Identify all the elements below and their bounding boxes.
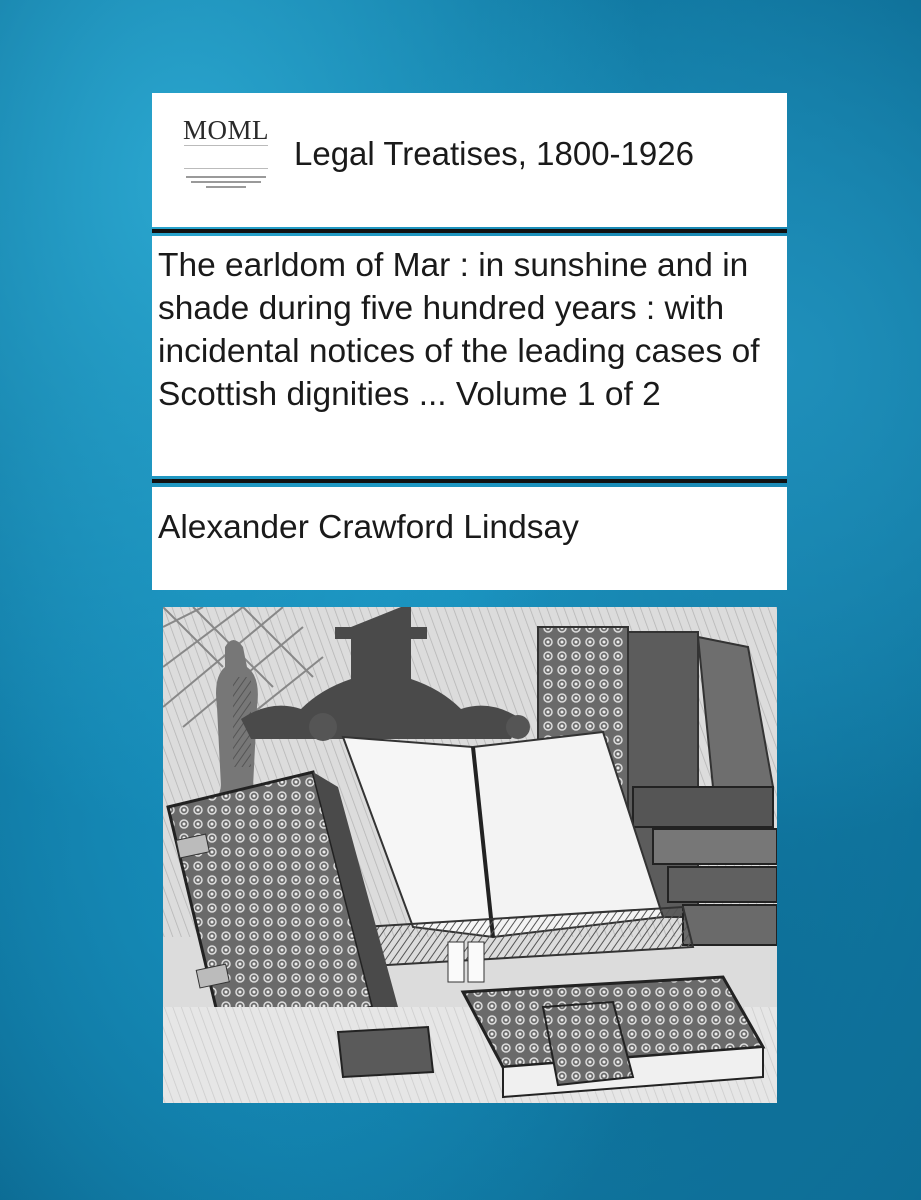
logo-watermark [184, 145, 268, 169]
logo-text: MOML [182, 115, 269, 145]
divider-rule [152, 479, 787, 483]
title-box [152, 236, 787, 476]
moml-logo [170, 115, 282, 205]
book-title: The earldom of Mar : in sunshine and in shade during five hundred years : with incidental notices of the leading cases of Scottish dignities ... Volume 1 of 2 [158, 247, 760, 413]
cover-illustration [163, 607, 777, 1103]
series-header [152, 93, 787, 227]
engraving-books-illustration [163, 607, 777, 1103]
series-title: Legal Treatises, 1800-1926 [294, 135, 694, 172]
author-box [152, 487, 787, 590]
divider-rule [152, 229, 787, 233]
logo-tagline-lines [180, 173, 272, 193]
book-author: Alexander Crawford Lindsay [158, 509, 579, 546]
